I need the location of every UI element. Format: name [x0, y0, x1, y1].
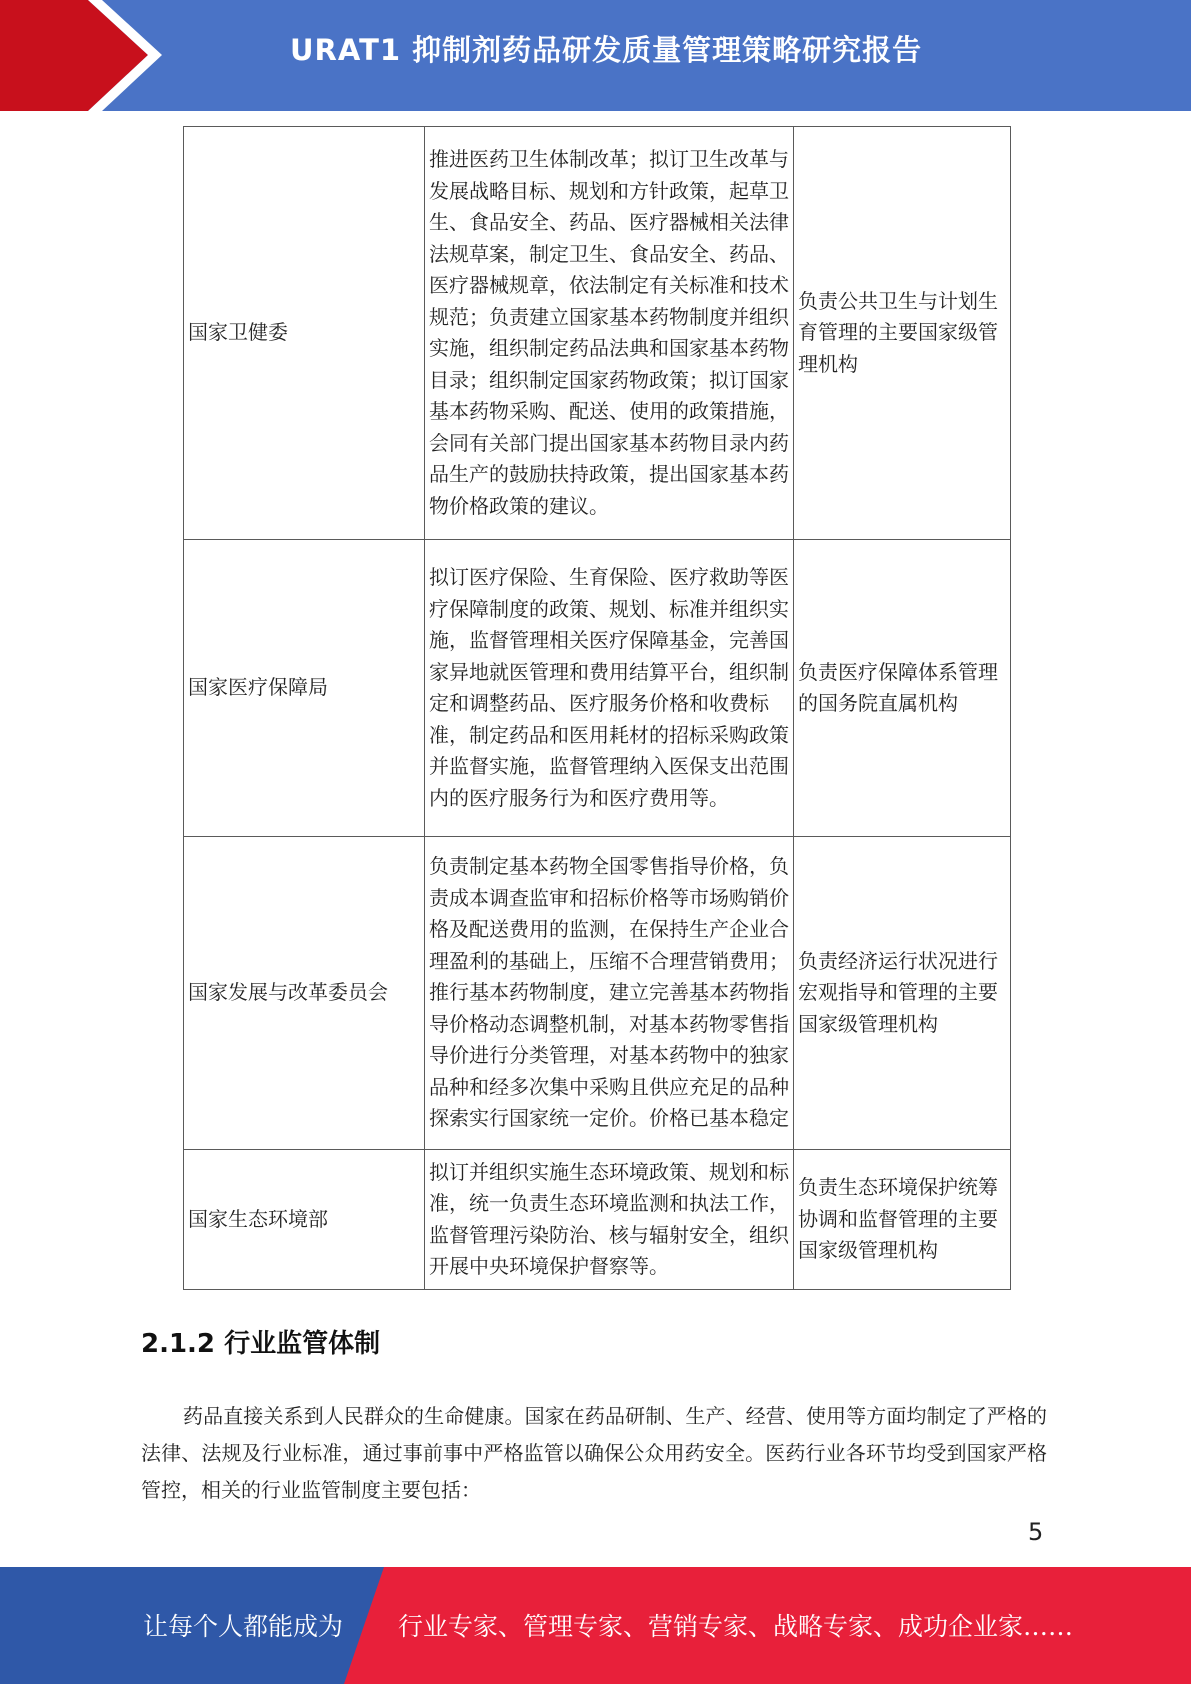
role-cell: 负责经济运行状况进行宏观指导和管理的主要国家级管理机构 [794, 837, 1011, 1150]
duties-cell: 负责制定基本药物全国零售指导价格，负责成本调查监审和招标价格等市场购销价格及配送费用的监测，在保持生产企业合理盈利的基础上，压缩不合理营销费用；推行基本药物制度，建立完善基本药物指导价格动态调整机制，对基本药物零售指导价进行分类管理，对基本药物中的独家品种和经多次集中采购且供应充足的品种探索实行国家统一定价。价格已基本稳定 [425, 837, 794, 1150]
role-cell: 负责生态环境保护统筹协调和监督管理的主要国家级管理机构 [794, 1150, 1011, 1290]
table-row [184, 1150, 1011, 1290]
role-cell: 负责公共卫生与计划生育管理的主要国家级管理机构 [794, 127, 1011, 540]
agency-cell: 国家医疗保障局 [184, 540, 425, 837]
footer-slogan-left: 让每个人都能成为 [143, 1612, 344, 1641]
report-title: URAT1 抑制剂药品研发质量管理策略研究报告 [290, 33, 923, 67]
body-paragraph: 药品直接关系到人民群众的生命健康。国家在药品研制、生产、经营、使用等方面均制定了严格的法律、法规及行业标准，通过事前事中严格监管以确保公众用药安全。医药行业各环节均受到国家严格管控，相关的行业监管制度主要包括： [141, 1404, 1047, 1502]
page-number: 5 [1028, 1518, 1044, 1546]
agency-cell: 国家发展与改革委员会 [184, 837, 425, 1150]
regulator-table [183, 126, 1011, 1290]
duties-cell: 拟订医疗保险、生育保险、医疗救助等医疗保障制度的政策、规划、标准并组织实施，监督管理相关医疗保障基金，完善国家异地就医管理和费用结算平台，组织制定和调整药品、医疗服务价格和收费标准，制定药品和医用耗材的招标采购政策并监督实施，监督管理纳入医保支出范围内的医疗服务行为和医疗费用等。 [425, 540, 794, 837]
duties-cell: 拟订并组织实施生态环境政策、规划和标准，统一负责生态环境监测和执法工作，监督管理污染防治、核与辐射安全，组织开展中央环境保护督察等。 [425, 1150, 794, 1290]
table-row [184, 127, 1011, 540]
page-header [0, 0, 1191, 111]
duties-cell: 推进医药卫生体制改革；拟订卫生改革与发展战略目标、规划和方针政策，起草卫生、食品安全、药品、医疗器械相关法律法规草案，制定卫生、食品安全、药品、医疗器械规章，依法制定有关标准和技术规范；负责建立国家基本药物制度并组织实施，组织制定药品法典和国家基本药物目录；组织制定国家药物政策；拟订国家基本药物采购、配送、使用的政策措施，会同有关部门提出国家基本药物目录内药品生产的鼓励扶持政策，提出国家基本药物价格政策的建议。 [425, 127, 794, 540]
section-heading: 2.1.2 行业监管体制 [141, 1329, 381, 1359]
table-row [184, 540, 1011, 837]
footer-slogan-right: 行业专家、管理专家、营销专家、战略专家、成功企业家…… [398, 1612, 1074, 1641]
agency-cell: 国家卫健委 [184, 127, 425, 540]
page-footer [0, 1567, 1191, 1684]
table-row [184, 837, 1011, 1150]
role-cell: 负责医疗保障体系管理的国务院直属机构 [794, 540, 1011, 837]
agency-cell: 国家生态环境部 [184, 1150, 425, 1290]
